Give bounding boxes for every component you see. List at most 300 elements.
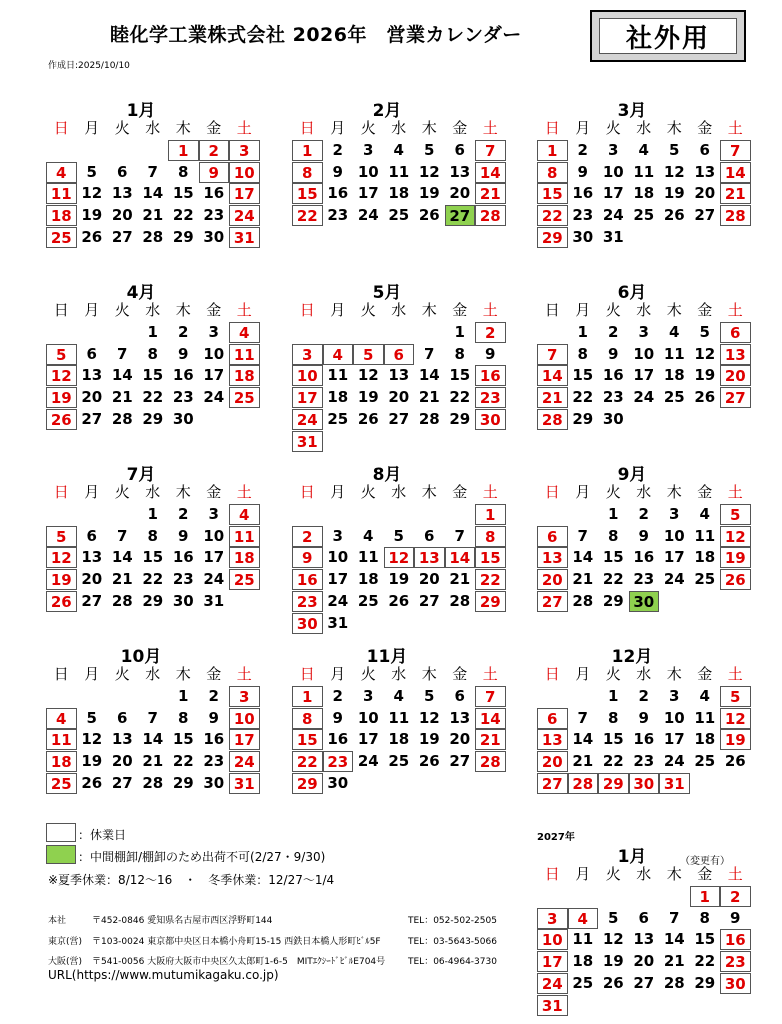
day-cell: 22 (449, 388, 471, 407)
weekday-header: 月 (575, 301, 591, 319)
day-cell: 19 (81, 206, 103, 225)
day-cell: 20 (633, 952, 655, 971)
day-cell: 31 (229, 227, 260, 248)
day-cell: 29 (537, 227, 568, 248)
day-cell: 30 (475, 409, 506, 430)
weekday-header: 土 (482, 483, 498, 501)
day-cell: 28 (475, 751, 506, 772)
day-cell: 5 (699, 323, 710, 341)
day-cell: 14 (142, 184, 164, 203)
day-cell: 8 (178, 708, 189, 727)
page-title: 睦化学工業株式会社 2026年 営業カレンダー (110, 24, 522, 46)
day-cell: 3 (292, 344, 323, 365)
day-cell: 2 (332, 141, 343, 159)
day-cell: 27 (694, 206, 716, 225)
day-cell: 1 (475, 504, 506, 525)
day-cell: 20 (449, 184, 471, 203)
day-cell: 25 (694, 752, 716, 771)
weekday-header: 木 (175, 301, 191, 319)
weekday-header: 土 (236, 483, 252, 501)
day-cell: 13 (449, 162, 471, 181)
weekday-header: 木 (666, 865, 682, 883)
day-cell: 23 (323, 751, 354, 772)
day-cell: 24 (663, 752, 685, 771)
day-cell: 19 (81, 752, 103, 771)
weekday-header: 金 (697, 483, 713, 501)
day-cell: 2 (199, 140, 230, 161)
day-cell: 1 (292, 686, 323, 707)
weekday-header: 土 (727, 865, 743, 883)
day-cell: 29 (572, 409, 594, 428)
day-cell: 27 (449, 752, 471, 771)
day-cell: 16 (572, 184, 594, 203)
weekday-header: 月 (84, 665, 100, 683)
day-cell: 18 (46, 205, 77, 226)
day-cell: 22 (602, 570, 624, 589)
day-cell: 22 (292, 205, 323, 226)
day-cell: 30 (629, 591, 660, 612)
day-cell: 16 (327, 730, 349, 749)
day-cell: 4 (323, 344, 354, 365)
day-cell: 17 (537, 951, 568, 972)
day-cell: 4 (363, 526, 374, 545)
day-cell: 1 (608, 505, 619, 523)
month-name: 2月 (372, 101, 402, 121)
day-cell: 28 (475, 205, 506, 226)
month-name: 5月 (372, 283, 402, 303)
day-cell: 17 (663, 548, 685, 567)
day-cell: 7 (147, 162, 158, 181)
day-cell: 20 (388, 388, 410, 407)
day-cell: 11 (327, 366, 349, 385)
day-cell: 1 (577, 323, 588, 341)
day-cell: 2 (638, 687, 649, 705)
day-cell: 21 (720, 183, 751, 204)
day-cell: 17 (292, 387, 323, 408)
day-cell: 3 (363, 687, 374, 705)
day-cell: 1 (147, 323, 158, 341)
day-cell: 29 (142, 409, 164, 428)
day-cell: 10 (203, 344, 225, 363)
day-cell: 22 (142, 570, 164, 589)
day-cell: 26 (357, 409, 379, 428)
day-cell: 24 (357, 752, 379, 771)
weekday-header: 木 (175, 665, 191, 683)
day-cell: 24 (229, 751, 260, 772)
day-cell: 19 (720, 547, 751, 568)
day-cell: 24 (229, 205, 260, 226)
day-cell: 17 (229, 183, 260, 204)
weekday-header: 水 (145, 665, 161, 683)
weekday-header: 土 (727, 483, 743, 501)
day-cell: 18 (327, 388, 349, 407)
day-cell: 9 (332, 708, 343, 727)
day-cell: 8 (608, 708, 619, 727)
day-cell: 5 (424, 141, 435, 159)
day-cell: 25 (633, 206, 655, 225)
weekday-header: 木 (421, 665, 437, 683)
day-cell: 18 (229, 365, 260, 386)
day-cell: 25 (357, 591, 379, 610)
day-cell: 13 (81, 548, 103, 567)
weekday-header: 火 (605, 665, 621, 683)
day-cell: 31 (537, 995, 568, 1016)
day-cell: 12 (384, 547, 415, 568)
weekday-header: 金 (697, 119, 713, 137)
day-cell: 21 (142, 206, 164, 225)
weekday-header: 月 (330, 301, 346, 319)
weekday-header: 木 (666, 119, 682, 137)
day-cell: 5 (353, 344, 384, 365)
weekday-header: 土 (482, 119, 498, 137)
day-cell: 18 (633, 184, 655, 203)
weekday-header: 月 (330, 483, 346, 501)
day-cell: 18 (572, 952, 594, 971)
day-cell: 7 (454, 526, 465, 545)
day-cell: 22 (602, 752, 624, 771)
day-cell: 23 (602, 388, 624, 407)
day-cell: 7 (537, 344, 568, 365)
day-cell: 13 (537, 729, 568, 750)
weekday-header: 土 (727, 301, 743, 319)
day-cell: 12 (602, 930, 624, 949)
day-cell: 4 (638, 141, 649, 159)
day-cell: 21 (418, 388, 440, 407)
day-cell: 14 (475, 162, 506, 183)
day-cell: 25 (572, 973, 594, 992)
weekday-header: 金 (452, 119, 468, 137)
day-cell: 5 (720, 504, 751, 525)
day-cell: 25 (663, 388, 685, 407)
weekday-header: 水 (636, 665, 652, 683)
weekday-header: 金 (452, 665, 468, 683)
day-cell: 15 (142, 548, 164, 567)
day-cell: 2 (292, 526, 323, 547)
day-cell: 9 (638, 526, 649, 545)
day-cell: 3 (363, 141, 374, 159)
day-cell: 18 (663, 366, 685, 385)
day-cell: 23 (475, 387, 506, 408)
month-name: 7月 (126, 465, 156, 485)
weekday-header: 水 (636, 119, 652, 137)
day-cell: 28 (142, 227, 164, 246)
day-cell: 6 (117, 162, 128, 181)
day-cell: 16 (475, 365, 506, 386)
day-cell: 10 (357, 162, 379, 181)
day-cell: 19 (663, 184, 685, 203)
day-cell: 13 (633, 930, 655, 949)
day-cell: 24 (357, 206, 379, 225)
day-cell: 14 (475, 708, 506, 729)
weekday-header: 火 (360, 119, 376, 137)
day-cell: 17 (357, 184, 379, 203)
weekday-header: 火 (114, 119, 130, 137)
legend-holiday-text: ：休業日 (78, 828, 127, 842)
day-cell: 20 (537, 751, 568, 772)
day-cell: 25 (229, 569, 260, 590)
day-cell: 19 (388, 570, 410, 589)
day-cell: 28 (418, 409, 440, 428)
day-cell: 10 (602, 162, 624, 181)
weekday-header: 日 (53, 483, 69, 501)
weekday-header: 火 (360, 483, 376, 501)
day-cell: 30 (602, 409, 624, 428)
month-name: 3月 (617, 101, 647, 121)
weekday-header: 水 (145, 483, 161, 501)
weekday-header: 土 (236, 301, 252, 319)
legend-holiday-swatch (46, 823, 76, 842)
day-cell: 23 (572, 206, 594, 225)
day-cell: 30 (203, 773, 225, 792)
day-cell: 19 (418, 730, 440, 749)
month-name: 4月 (126, 283, 156, 303)
day-cell: 9 (730, 908, 741, 927)
day-cell: 12 (81, 184, 103, 203)
day-cell: 1 (168, 140, 199, 161)
month-name: 1月 (617, 847, 647, 867)
day-cell: 26 (81, 227, 103, 246)
vacation-note: ※夏季休業：8/12～16 ・ 冬季休業：12/27～1/4 (48, 873, 335, 887)
day-cell: 14 (720, 162, 751, 183)
day-cell: 11 (663, 344, 685, 363)
day-cell: 15 (292, 729, 323, 750)
weekday-header: 月 (330, 119, 346, 137)
day-cell: 3 (208, 505, 219, 523)
day-cell: 5 (608, 908, 619, 927)
day-cell: 22 (537, 205, 568, 226)
day-cell: 26 (81, 773, 103, 792)
day-cell: 28 (142, 773, 164, 792)
day-cell: 7 (424, 344, 435, 363)
day-cell: 20 (418, 570, 440, 589)
weekday-header: 日 (53, 665, 69, 683)
day-cell: 11 (694, 526, 716, 545)
weekday-header: 火 (360, 665, 376, 683)
day-cell: 7 (147, 708, 158, 727)
day-cell: 7 (669, 908, 680, 927)
weekday-header: 木 (421, 483, 437, 501)
day-cell: 6 (537, 526, 568, 547)
day-cell: 4 (229, 504, 260, 525)
day-cell: 20 (449, 730, 471, 749)
day-cell: 26 (46, 591, 77, 612)
weekday-header: 金 (206, 119, 222, 137)
day-cell: 15 (172, 184, 194, 203)
day-cell: 20 (111, 752, 133, 771)
created-date: 作成日:2025/10/10 (48, 61, 130, 71)
day-cell: 26 (694, 388, 716, 407)
day-cell: 16 (633, 548, 655, 567)
day-cell: 17 (602, 184, 624, 203)
day-cell: 15 (602, 548, 624, 567)
day-cell: 26 (602, 973, 624, 992)
day-cell: 23 (172, 388, 194, 407)
day-cell: 5 (720, 686, 751, 707)
day-cell: 29 (694, 973, 716, 992)
day-cell: 29 (172, 773, 194, 792)
day-cell: 11 (388, 162, 410, 181)
day-cell: 24 (203, 570, 225, 589)
day-cell: 24 (537, 973, 568, 994)
weekday-header: 金 (452, 483, 468, 501)
day-cell: 8 (454, 344, 465, 363)
day-cell: 4 (393, 687, 404, 705)
day-cell: 1 (147, 505, 158, 523)
day-cell: 25 (388, 206, 410, 225)
day-cell: 9 (608, 344, 619, 363)
day-cell: 13 (111, 184, 133, 203)
day-cell: 12 (663, 162, 685, 181)
day-cell: 6 (638, 908, 649, 927)
day-cell: 15 (449, 366, 471, 385)
day-cell: 11 (46, 183, 77, 204)
day-cell: 3 (229, 140, 260, 161)
day-cell: 14 (663, 930, 685, 949)
day-cell: 9 (199, 162, 230, 183)
day-cell: 28 (720, 205, 751, 226)
day-cell: 4 (669, 323, 680, 341)
weekday-header: 火 (114, 301, 130, 319)
legend-inventory-swatch (46, 845, 76, 864)
weekday-header: 木 (421, 119, 437, 137)
day-cell: 16 (327, 184, 349, 203)
day-cell: 22 (475, 569, 506, 590)
weekday-header: 日 (544, 483, 560, 501)
day-cell: 11 (229, 344, 260, 365)
day-cell: 25 (694, 570, 716, 589)
day-cell: 3 (229, 686, 260, 707)
day-cell: 17 (203, 548, 225, 567)
day-cell: 9 (638, 708, 649, 727)
weekday-header: 土 (236, 665, 252, 683)
weekday-header: 木 (666, 483, 682, 501)
day-cell: 30 (203, 227, 225, 246)
day-cell: 31 (659, 773, 690, 794)
day-cell: 7 (720, 140, 751, 161)
day-cell: 19 (602, 952, 624, 971)
day-cell: 26 (418, 752, 440, 771)
office-tokyo-tel: TEL：03-5643-5066 (408, 937, 497, 947)
day-cell: 2 (608, 323, 619, 341)
day-cell: 4 (46, 162, 77, 183)
day-cell: 21 (142, 752, 164, 771)
day-cell: 26 (720, 569, 751, 590)
day-cell: 13 (720, 344, 751, 365)
day-cell: 5 (46, 526, 77, 547)
day-cell: 16 (172, 548, 194, 567)
day-cell: 12 (418, 708, 440, 727)
day-cell: 13 (414, 547, 445, 568)
weekday-header: 日 (544, 301, 560, 319)
company-url[interactable]: URL(https://www.mutumikagaku.co.jp) (48, 968, 279, 982)
day-cell: 26 (388, 591, 410, 610)
day-cell: 25 (46, 773, 77, 794)
day-cell: 3 (669, 505, 680, 523)
office-osaka-name: 大阪(営) (48, 957, 83, 967)
day-cell: 13 (81, 366, 103, 385)
day-cell: 28 (663, 973, 685, 992)
day-cell: 21 (111, 388, 133, 407)
day-cell: 30 (572, 227, 594, 246)
day-cell: 31 (292, 431, 323, 452)
day-cell: 12 (720, 526, 751, 547)
day-cell: 11 (633, 162, 655, 181)
day-cell: 18 (46, 751, 77, 772)
day-cell: 27 (111, 773, 133, 792)
weekday-header: 日 (299, 301, 315, 319)
day-cell: 11 (388, 708, 410, 727)
day-cell: 1 (690, 886, 721, 907)
day-cell: 30 (172, 591, 194, 610)
day-cell: 5 (86, 708, 97, 727)
day-cell: 30 (172, 409, 194, 428)
day-cell: 5 (393, 526, 404, 545)
day-cell: 6 (86, 344, 97, 363)
next-year-label: 2027年 (537, 832, 575, 843)
day-cell: 4 (568, 908, 599, 929)
day-cell: 23 (327, 206, 349, 225)
day-cell: 21 (537, 387, 568, 408)
day-cell: 12 (46, 365, 77, 386)
day-cell: 8 (178, 162, 189, 181)
weekday-header: 火 (605, 865, 621, 883)
day-cell: 13 (111, 730, 133, 749)
day-cell: 10 (663, 526, 685, 545)
office-hq-address: 〒452-0846 愛知県名古屋市西区浮野町144 (92, 916, 273, 926)
day-cell: 28 (568, 773, 599, 794)
day-cell: 10 (203, 526, 225, 545)
day-cell: 8 (292, 708, 323, 729)
weekday-header: 金 (697, 665, 713, 683)
day-cell: 6 (537, 708, 568, 729)
day-cell: 17 (229, 729, 260, 750)
day-cell: 15 (172, 730, 194, 749)
day-cell: 6 (117, 708, 128, 727)
day-cell: 20 (111, 206, 133, 225)
day-cell: 22 (172, 206, 194, 225)
day-cell: 26 (663, 206, 685, 225)
day-cell: 27 (418, 591, 440, 610)
day-cell: 31 (203, 591, 225, 610)
day-cell: 16 (203, 184, 225, 203)
day-cell: 24 (663, 570, 685, 589)
day-cell: 13 (537, 547, 568, 568)
day-cell: 25 (327, 409, 349, 428)
weekday-header: 火 (114, 665, 130, 683)
day-cell: 22 (172, 752, 194, 771)
day-cell: 30 (629, 773, 660, 794)
day-cell: 11 (694, 708, 716, 727)
day-cell: 29 (449, 409, 471, 428)
day-cell: 19 (46, 569, 77, 590)
weekday-header: 水 (145, 301, 161, 319)
day-cell: 14 (445, 547, 476, 568)
day-cell: 1 (608, 687, 619, 705)
day-cell: 31 (602, 227, 624, 246)
weekday-header: 水 (391, 665, 407, 683)
day-cell: 25 (46, 227, 77, 248)
day-cell: 14 (418, 366, 440, 385)
day-cell: 16 (602, 366, 624, 385)
day-cell: 3 (208, 323, 219, 341)
weekday-header: 土 (482, 301, 498, 319)
day-cell: 2 (178, 505, 189, 523)
day-cell: 4 (699, 505, 710, 523)
day-cell: 7 (475, 686, 506, 707)
day-cell: 18 (357, 570, 379, 589)
day-cell: 19 (46, 387, 77, 408)
day-cell: 5 (669, 141, 680, 159)
